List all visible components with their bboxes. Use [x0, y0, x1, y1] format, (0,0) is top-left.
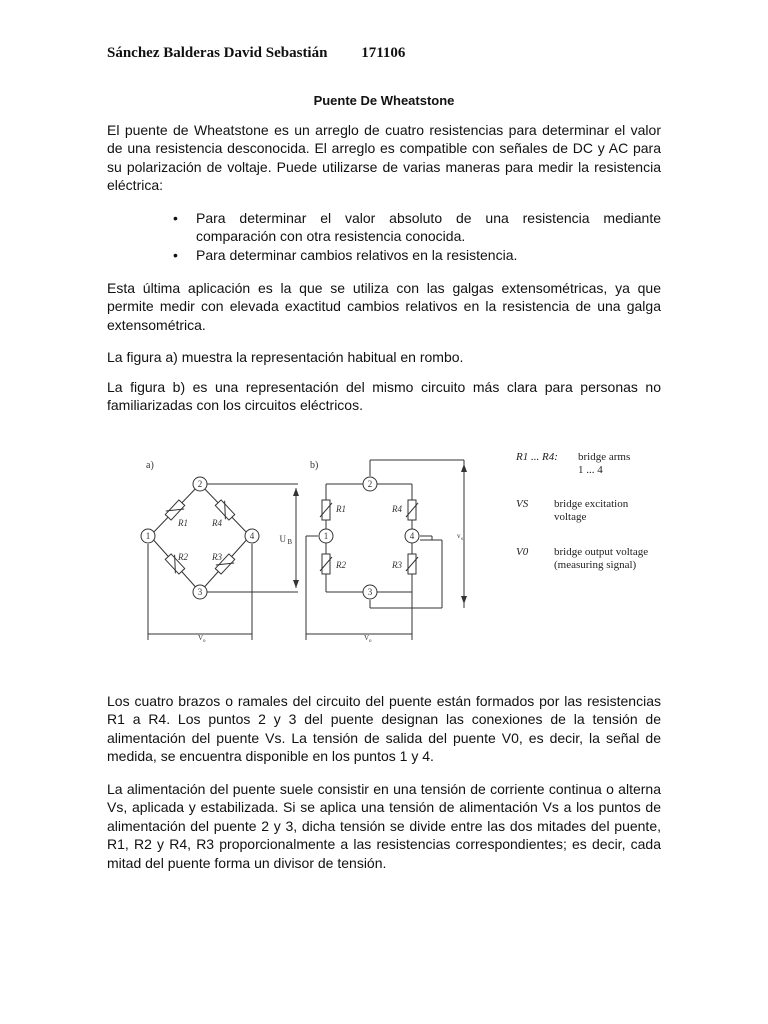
- resistor-r4: [406, 500, 418, 520]
- document-header: [107, 45, 405, 62]
- legend-arms-text2: 1 ... 4: [578, 464, 603, 476]
- label-b: b): [310, 460, 319, 471]
- list-item: [107, 209, 661, 246]
- node-3: 3: [197, 587, 203, 597]
- paragraph-fig-a: La figura a) muestra la representación habitual en rombo.: [107, 349, 464, 365]
- node-2: 2: [367, 479, 373, 489]
- wheatstone-figure: [130, 440, 710, 650]
- document-title: Puente De Wheatstone: [313, 93, 455, 108]
- bullet-icon: •: [173, 246, 178, 263]
- list-item: [107, 246, 661, 264]
- label-r4: R4: [392, 504, 402, 514]
- node-4: 4: [249, 531, 255, 541]
- label-vo-a: V: [198, 634, 204, 642]
- label-ub-sub: B: [287, 538, 292, 546]
- legend-vs-text2: voltage: [554, 511, 587, 523]
- student-id: 171106: [361, 45, 406, 61]
- label-a: a): [146, 460, 154, 471]
- diagram-b: [306, 460, 467, 644]
- label-r1: R1: [178, 518, 188, 528]
- paragraph-intro: El puente de Wheatstone es un arreglo de cuatro resistencias para determinar el valor de una resistencia desconocida. El arreglo es compatible con señales de DC y AC para su polarización de voltaje. Puede utilizarse de varias maneras para medir la resistencia eléctrica:: [107, 122, 661, 194]
- bullet-list: [107, 209, 661, 264]
- label-vo-a-sub: o: [203, 639, 206, 644]
- node-4: 4: [409, 531, 415, 541]
- legend-arms-symbol: R1 ... R4:: [516, 451, 558, 463]
- label-r3: R3: [212, 552, 222, 562]
- resistor-r2: [320, 554, 332, 574]
- paragraph-supply: La alimentación del puente suele consistir en una tensión de corriente continua o alterna Vs, aplicada y estabilizada. Si se aplica una tensión de alimentación Vs a los puntos de alimentación del puente 2 y 3, dicha tensión se divide entre las dos mitades del puente, R1, R2 y R4, R3 proporcionalmente a las resistencias correspondientes; es decir, cada mitad del puente forma un divisor de tensión.: [107, 781, 661, 871]
- author-name: Sánchez Balderas David Sebastián: [107, 45, 328, 61]
- label-r4: R4: [212, 518, 222, 528]
- list-item-text: Para determinar el valor absoluto de una resistencia mediante comparación con otra resistencia conocida.: [196, 210, 661, 245]
- node-2: 2: [197, 479, 203, 489]
- paragraph-arms: Los cuatro brazos o ramales del circuito del puente están formados por las resistencias R1 a R4. Los puntos 2 y 3 del puente designan las conexiones de la tensión de alimentación del puente Vs. La tensión de salida del puente V0, es decir, la señal de medida, se encuentra disponible en los puntos 1 y 4.: [107, 693, 661, 765]
- wheatstone-diagram: [130, 440, 710, 650]
- node-1: 1: [145, 531, 151, 541]
- legend: [515, 451, 648, 571]
- legend-vo-text: bridge output voltage: [554, 546, 649, 558]
- legend-arms-text: bridge arms: [578, 451, 631, 463]
- legend-vo-symbol: V0: [516, 546, 529, 558]
- resistor-r1: [320, 500, 332, 520]
- legend-vs-symbol: VS: [516, 498, 529, 510]
- label-r3: R3: [392, 560, 402, 570]
- diagram-a: [141, 460, 299, 644]
- node-3: 3: [367, 587, 373, 597]
- label-vs: v: [457, 532, 461, 540]
- legend-vs-text: bridge excitation: [554, 498, 629, 510]
- list-item-text: Para determinar cambios relativos en la resistencia.: [196, 246, 518, 263]
- resistor-r3: [406, 554, 418, 574]
- paragraph-fig-b: La figura b) es una representación del mismo circuito más clara para personas no familiarizadas con los circuitos eléctricos.: [107, 379, 661, 414]
- bullet-icon: •: [173, 210, 178, 226]
- label-vo-b: V: [364, 634, 370, 642]
- label-r2: R2: [336, 560, 346, 570]
- label-ub: U: [279, 534, 286, 544]
- legend-vo-text2: (measuring signal): [554, 559, 637, 571]
- label-r1: R1: [336, 504, 346, 514]
- label-vs-sub: s: [461, 537, 463, 542]
- node-1: 1: [323, 531, 329, 541]
- label-r2: R2: [178, 552, 188, 562]
- label-vo-b-sub: o: [369, 639, 372, 644]
- paragraph-usage: Esta última aplicación es la que se utiliza con las galgas extensométricas, ya que permite medir con elevada exactitud cambios relativos en la resistencia de una galga extensométrica.: [107, 280, 661, 333]
